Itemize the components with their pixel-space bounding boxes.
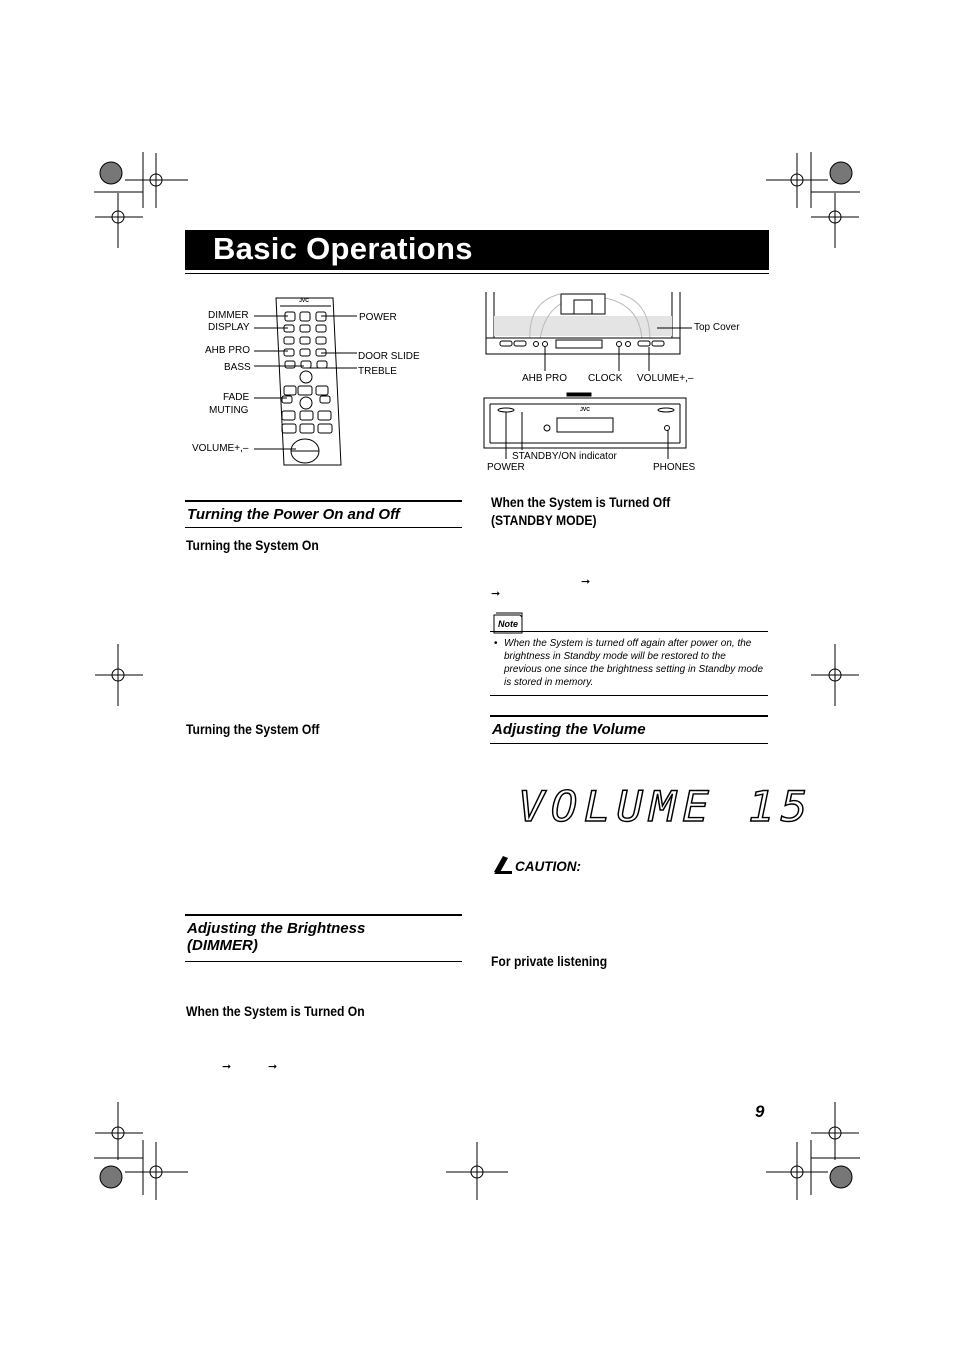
- unit-label-volume: VOLUME+,–: [637, 373, 694, 384]
- unit-label-top-cover: Top Cover: [694, 322, 740, 333]
- subheading-when-off-line2: (STANDBY MODE): [491, 513, 597, 528]
- remote-label-treble: TREBLE: [358, 366, 397, 377]
- page-title: Basic Operations: [213, 231, 473, 266]
- section-heading-volume: Adjusting the Volume: [492, 721, 646, 738]
- unit-label-clock: CLOCK: [588, 373, 623, 384]
- subheading-system-off: Turning the System Off: [186, 722, 320, 737]
- subheading-system-on: Turning the System On: [186, 538, 319, 553]
- subheading-when-on: When the System is Turned On: [186, 1004, 365, 1019]
- arrow-icon: ➞: [222, 1061, 232, 1073]
- note-text: When the System is turned off again after power on, the brightness in Standby mode will be restored to the previous one since the brightness setting in Standby mode is stored in memory.: [504, 638, 764, 688]
- remote-brand: JVC: [299, 298, 309, 304]
- section-heading-power: Turning the Power On and Off: [187, 506, 400, 523]
- remote-label-ahb-pro: AHB PRO: [205, 345, 251, 356]
- remote-label-volume: VOLUME+,–: [192, 443, 249, 454]
- section-heading-brightness-line2: (DIMMER): [187, 937, 258, 954]
- unit-brand: JVC: [580, 407, 590, 413]
- unit-label-power: POWER: [487, 462, 525, 473]
- arrow-icon: ➞: [268, 1061, 278, 1073]
- svg-text:Note: Note: [498, 619, 518, 629]
- subheading-when-off-line1: When the System is Turned Off: [491, 495, 671, 510]
- unit-label-ahb-pro: AHB PRO: [522, 373, 568, 384]
- remote-label-dimmer: DIMMER: [208, 310, 249, 321]
- remote-label-muting: MUTING: [209, 405, 249, 416]
- volume-display-readout: VOLUME 15: [518, 782, 814, 831]
- remote-label-door-slide: DOOR SLIDE: [358, 351, 420, 362]
- section-heading-brightness-line1: Adjusting the Brightness: [187, 920, 366, 937]
- note-bullet: •: [494, 638, 498, 649]
- remote-label-fade: FADE: [223, 392, 250, 403]
- page-number: 9: [755, 1102, 765, 1121]
- subheading-private-listening: For private listening: [491, 954, 608, 969]
- remote-label-display: DISPLAY: [208, 322, 250, 333]
- remote-label-bass: BASS: [224, 362, 251, 373]
- caution-label: CAUTION:: [515, 859, 581, 874]
- remote-label-power: POWER: [359, 312, 397, 323]
- arrow-icon: ➞: [491, 588, 501, 600]
- unit-label-phones: PHONES: [653, 462, 696, 473]
- unit-label-standby-indicator: STANDBY/ON indicator: [512, 451, 617, 462]
- arrow-icon: ➞: [581, 576, 591, 588]
